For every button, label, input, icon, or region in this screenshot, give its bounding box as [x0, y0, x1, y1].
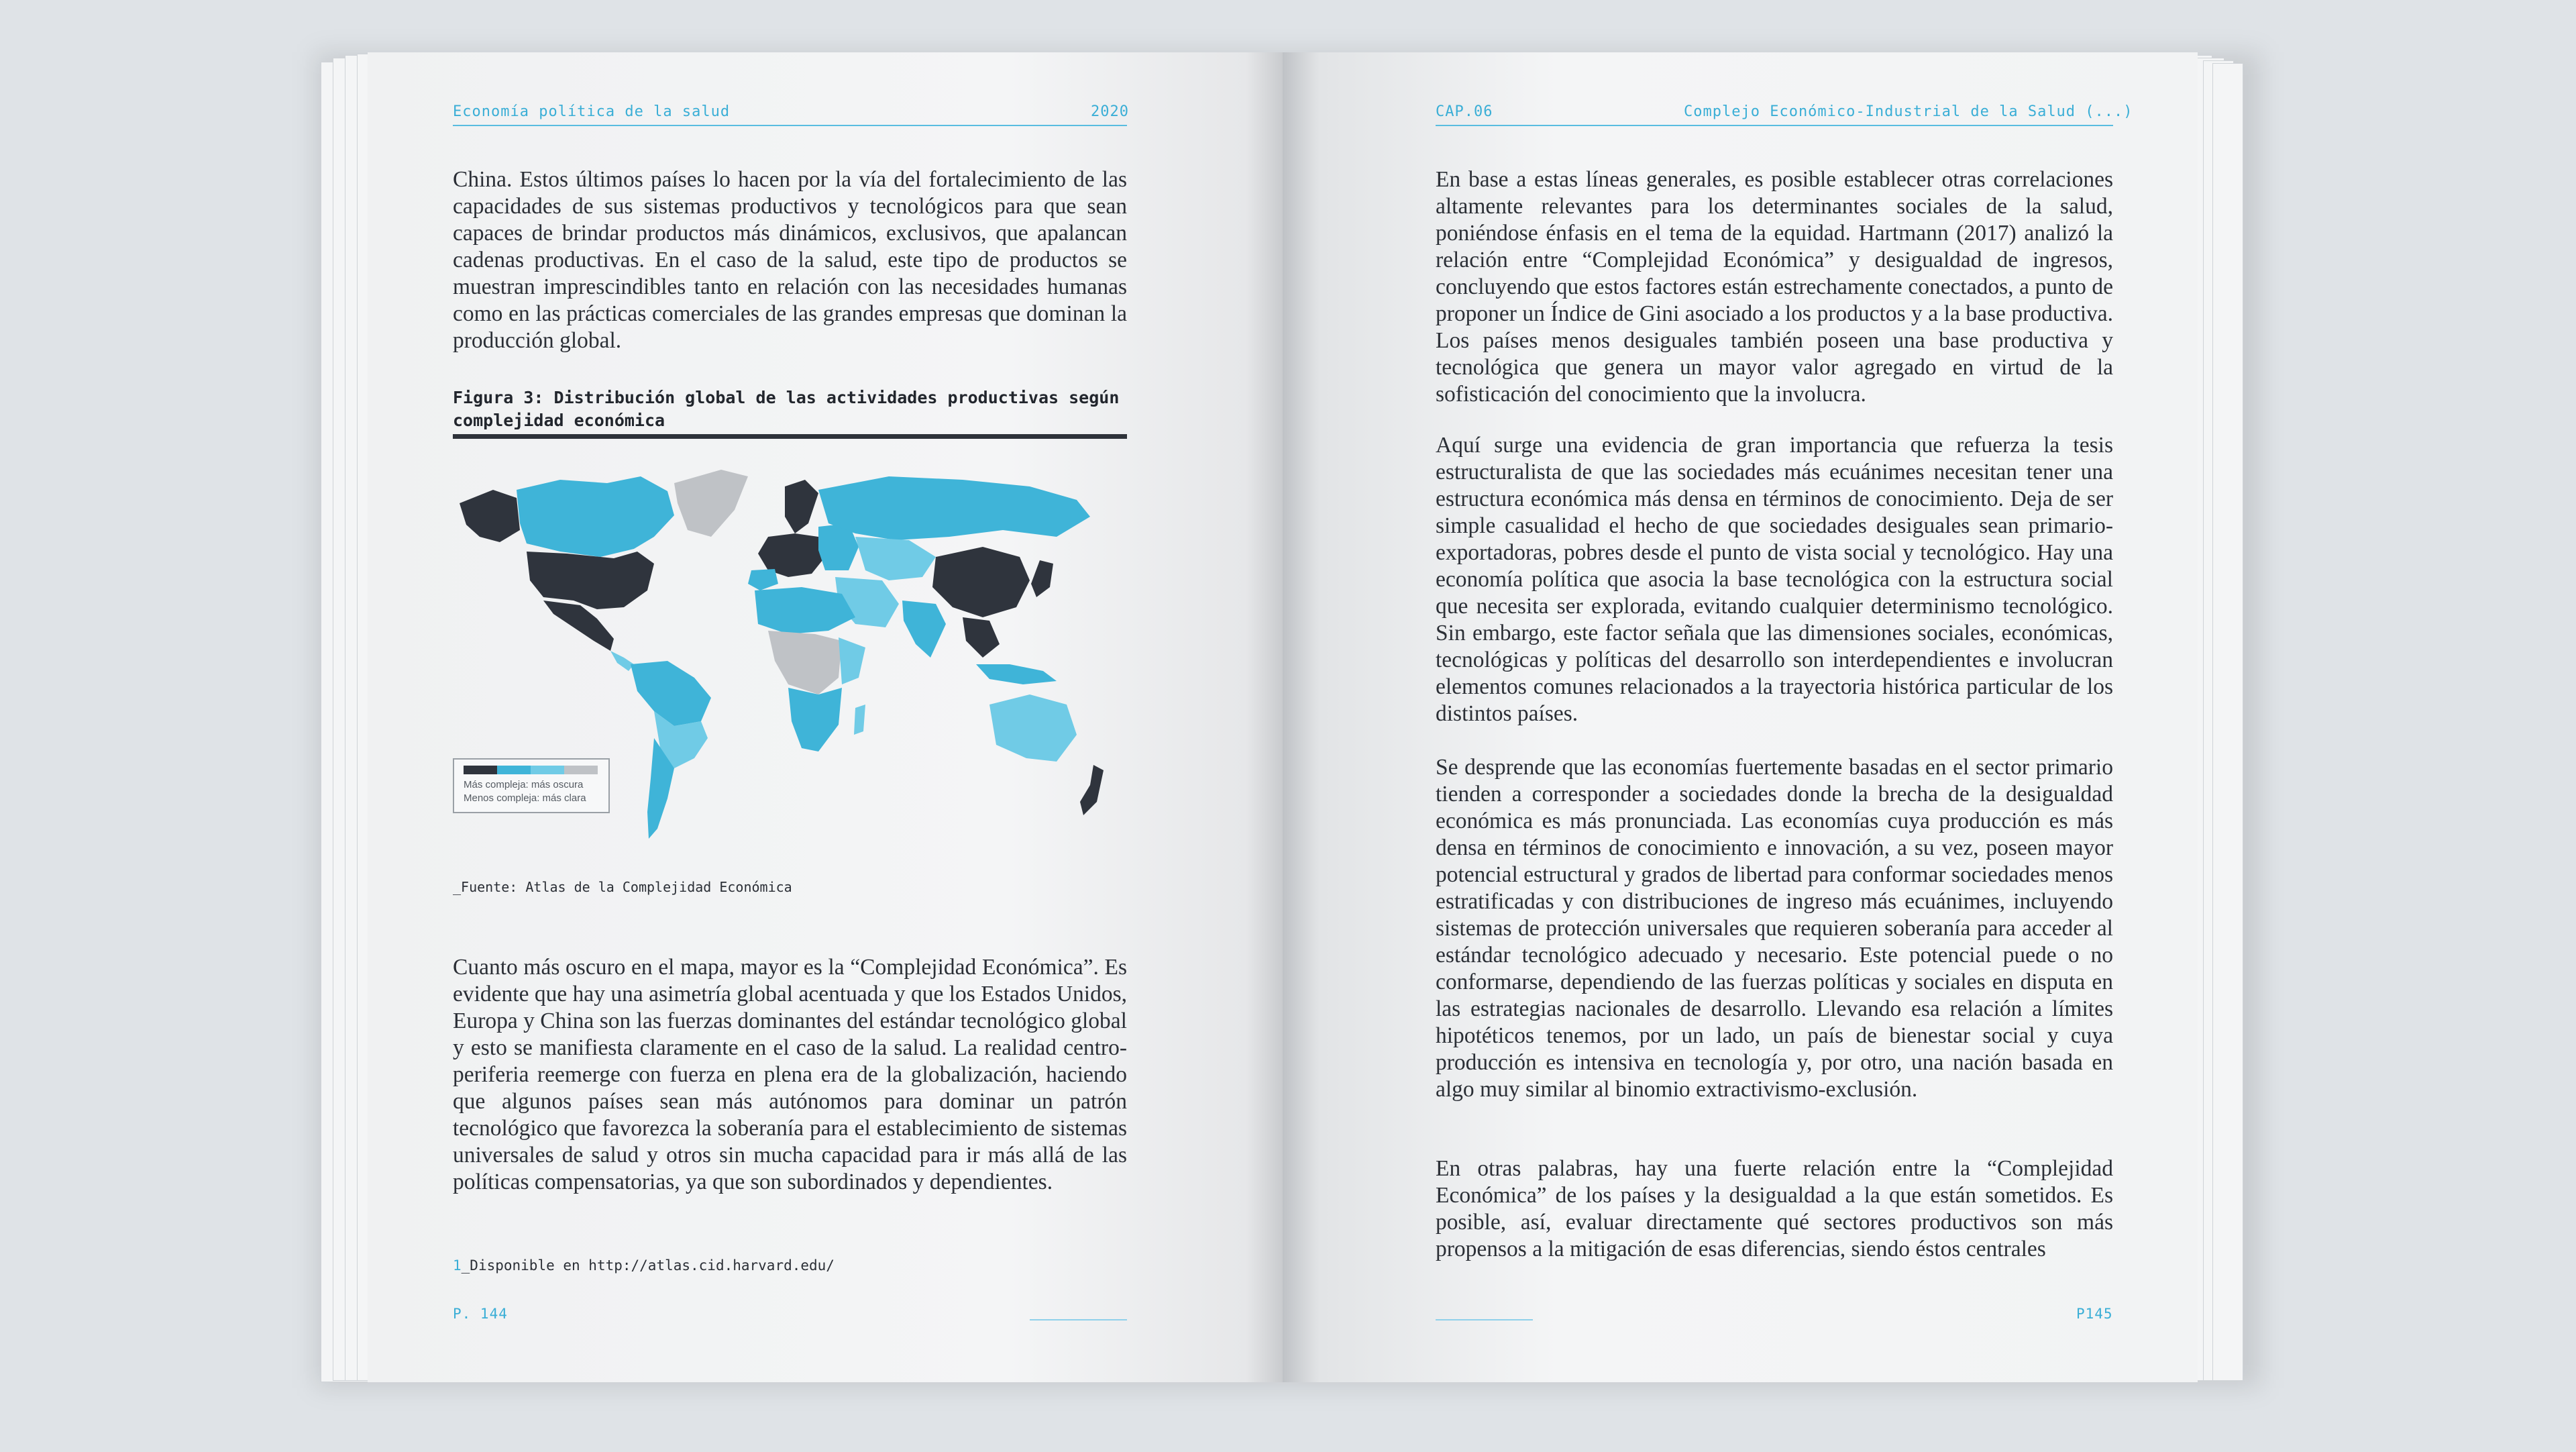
header-rule-right	[1436, 125, 2113, 126]
legend-swatch-darkest	[464, 766, 497, 774]
legend-swatch-light	[531, 766, 564, 774]
paragraph-text: Cuanto más oscuro en el mapa, mayor es la “Complejidad Económica”. Es evidente que hay una asimetría global acentuada y que los Estados Unidos, Europa y China son las fuerzas dominantes del estándar tecnológico global y esto se manifiesta claramente en el caso de la salud. La realidad centro-periferia reemerge con fuerza en plena era de la globalización, haciendo que algunos países sean más autónomos para dominar un patrón tecnológico que favorezca la soberanía para el establecimiento de sistemas universales de salud y otros sin mucha capacidad para ir más allá de las políticas compensatorias, ya que son subordinados y dependientes.	[453, 955, 1127, 1194]
footnote-number: 1	[453, 1257, 462, 1274]
map-region-canada	[517, 476, 674, 557]
header-rule-left	[453, 125, 1127, 126]
year: 2020	[1091, 103, 1129, 120]
map-region-greenland	[674, 470, 748, 537]
figure-rule	[453, 434, 1127, 439]
paragraph-text: China. Estos últimos países lo hacen por la vía del fortalecimiento de las capacidades de sus sistemas productivos y tecnológicos para que sean capaces de brindar productos más dinámicos, exclusivos, que apalancan cadenas productivas. En el caso de la salud, este tipo de productos se muestran imprescindibles tanto en relación con las necesidades humanas como en las prácticas comerciales de las grandes empresas que dominan la producción global.	[453, 167, 1127, 353]
page-number-right: P145	[2076, 1306, 2113, 1322]
map-region-southern-africa	[788, 688, 842, 751]
map-region-russia	[818, 476, 1090, 540]
paragraph-text: En base a estas líneas generales, es posible establecer otras correlaciones altamente relevantes para los determinantes sociales de la salud, poniéndose énfasis en el tema de la equidad. Hartmann (2017) analizó la relación entre “Complejidad Económica” y desigualdad de ingresos, concluyendo que estos factores están estrechamente conectados, a punto de proponer un Índice de Gini asociado a los productos y a la base productiva. Los países menos desiguales también poseen una base productiva y tecnológica que genera un mayor valor agregado en virtud de la sofisticación del conocimiento que la involucra.	[1436, 167, 2113, 407]
figure-title: Figura 3: Distribución global de las actividades productivas según complejidad económica	[453, 388, 1120, 430]
map-region-indonesia	[976, 664, 1057, 684]
footnote	[453, 1257, 835, 1274]
legend-label-more-complex: Más compleja: más oscura	[464, 779, 584, 790]
map-region-central-america	[610, 651, 634, 671]
map-region-japan-korea	[1031, 560, 1053, 597]
running-head-left: Economía política de la salud	[453, 103, 731, 120]
right-paragraph-2	[1436, 432, 2113, 727]
map-region-madagascar	[854, 705, 865, 735]
map-legend	[453, 758, 610, 813]
footnote-text: _Disponible en http://atlas.cid.harvard.edu/	[461, 1257, 835, 1274]
map-region-east-africa	[839, 637, 865, 684]
left-paragraph-1	[453, 166, 1127, 354]
map-region-scandinavia	[785, 480, 818, 533]
map-region-southeast-asia	[963, 617, 1000, 658]
legend-label-less-complex: Menos compleja: más clara	[464, 792, 586, 804]
right-paragraph-4	[1436, 1155, 2113, 1263]
chapter-label: CAP.06	[1436, 103, 1493, 120]
map-region-central-asia	[855, 537, 936, 580]
page-number-left: P. 144	[453, 1306, 508, 1322]
map-region-south-america-north	[631, 661, 711, 726]
map-region-new-zealand	[1080, 765, 1104, 815]
map-region-alaska	[460, 490, 520, 542]
paragraph-text: Se desprende que las economías fuertemente basadas en el sector primario tienden a corresponder a sociedades donde la brecha de la desigualdad económica es más pronunciada. Las economías cuya producción es más densa en términos de conocimiento e innovación, a su vez, poseen mayor potencial estructural y grados de libertad para conformar sociedades menos estratificadas y con distribuciones de ingreso más ecuánimes, incluyendo sistemas de protección universales que requieren soberanía para acceder al estándar tecnológico adecuado y necesario. Este potencial puede o no conformarse, dependiendo de las fuerzas políticas y sociales en disputa en las estrategias nacionales de desarrollo. Llevando esa relación a límites hipotéticos tenemos, por un lado, un país de bienestar social y cuya producción es intensiva en tecnología y, por otro, una nación basada en algo muy similar al binomio extractivismo-exclusión.	[1436, 755, 2113, 1102]
folio-rule-left	[1030, 1319, 1127, 1320]
right-paragraph-3	[1436, 754, 2113, 1103]
paragraph-text: En otras palabras, hay una fuerte relación entre la “Complejidad Económica” de los países y la desigualdad a la que están sometidos. Es posible, así, evaluar directamente qué sectores productivos son más propensos a la mitigación de esas diferencias, siendo éstos centrales	[1436, 1156, 2113, 1261]
map-region-iberia	[748, 569, 778, 590]
right-paragraph-1	[1436, 166, 2113, 408]
folio-rule-right	[1436, 1319, 1533, 1320]
legend-swatch-lightest	[564, 766, 598, 774]
map-region-china	[932, 547, 1030, 617]
map-region-australia	[989, 694, 1077, 762]
figure-source: _Fuente: Atlas de la Complejidad Económica	[453, 879, 792, 895]
map-region-central-africa	[768, 631, 842, 694]
map-region-india	[902, 601, 946, 658]
running-head-right: Complejo Económico-Industrial de la Salud (...)	[1684, 103, 2133, 120]
legend-swatch-dark	[497, 766, 531, 774]
legend-color-scale	[464, 766, 598, 774]
left-paragraph-2	[453, 954, 1127, 1196]
right-page-edge	[2212, 63, 2243, 1381]
map-region-usa	[527, 552, 654, 609]
map-region-north-africa	[755, 587, 855, 634]
paragraph-text: Aquí surge una evidencia de gran importancia que refuerza la tesis estructuralista de que las sociedades más ecuánimes necesitan tener una estructura económica más densa en términos de conocimiento. Deja de ser simple casualidad el hecho de que sociedades desiguales sean primario-exportadoras, pobres desde el punto de vista social y tecnológico. Hay una economía política que asocia la base tecnológica con la estructura social que necesita ser explorada, evitando cualquier determinismo tecnológico. Sin embargo, este factor señala que las dimensiones sociales, económicas, tecnológicas y políticas del desarrollo son interdependientes e involucran elementos comunes relacionados a la trayectoria histórica particular de los distintos países.	[1436, 433, 2113, 726]
